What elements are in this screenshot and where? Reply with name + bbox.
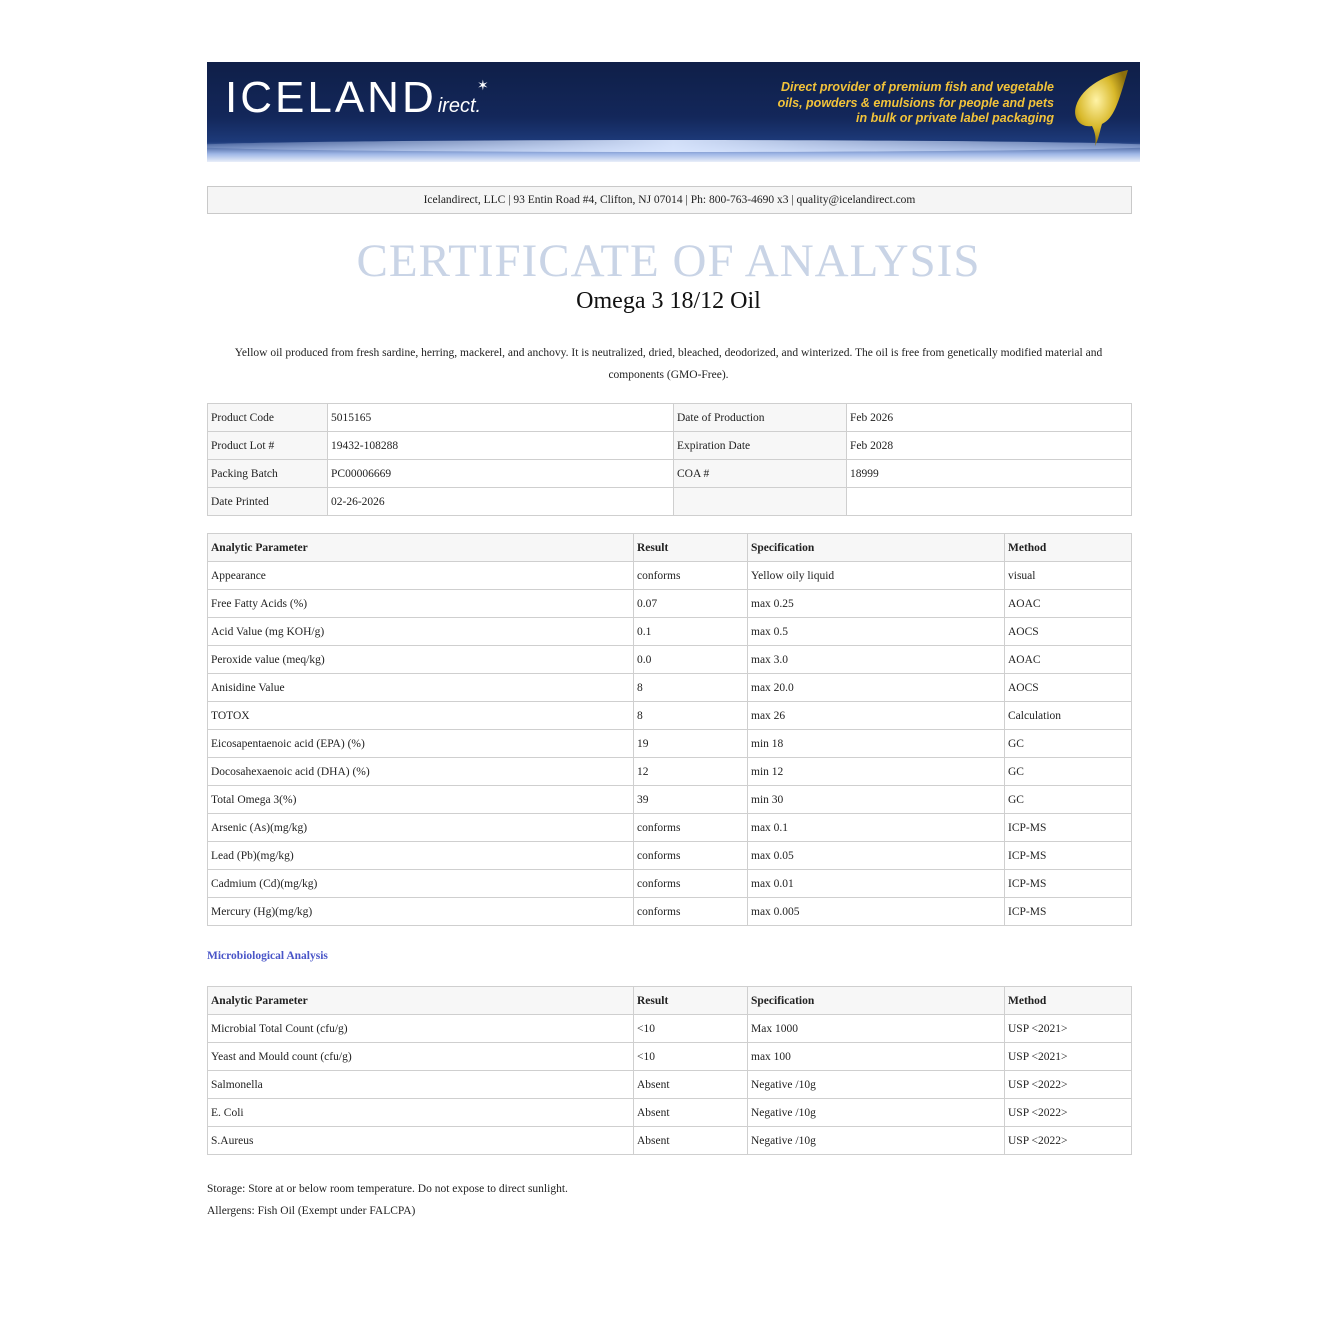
method-cell: ICP-MS — [1005, 898, 1132, 926]
oil-drop-icon — [1068, 68, 1130, 148]
date-printed-value: 02-26-2026 — [328, 488, 674, 516]
parameter-cell: TOTOX — [208, 702, 634, 730]
column-header: Method — [1005, 987, 1132, 1015]
specification-cell: min 18 — [748, 730, 1005, 758]
packing-batch-value: PC00006669 — [328, 460, 674, 488]
date-printed-label: Date Printed — [208, 488, 328, 516]
parameter-cell: Total Omega 3(%) — [208, 786, 634, 814]
product-code-label: Product Code — [208, 404, 328, 432]
method-cell: GC — [1005, 730, 1132, 758]
analytic-parameters-table — [207, 533, 1132, 926]
table-row — [208, 870, 1132, 898]
table-row — [208, 590, 1132, 618]
specification-cell: max 0.005 — [748, 898, 1005, 926]
column-header: Analytic Parameter — [208, 987, 634, 1015]
empty-cell — [847, 488, 1132, 516]
microbiological-table — [207, 986, 1132, 1155]
result-cell: Absent — [634, 1127, 748, 1155]
specification-cell: max 20.0 — [748, 674, 1005, 702]
method-cell: USP <2022> — [1005, 1099, 1132, 1127]
table-row — [208, 842, 1132, 870]
result-cell: conforms — [634, 814, 748, 842]
table-row — [208, 702, 1132, 730]
specification-cell: max 0.25 — [748, 590, 1005, 618]
storage-note: Storage: Store at or below room temperature. Do not expose to direct sunlight. — [207, 1183, 568, 1195]
allergens-note: Allergens: Fish Oil (Exempt under FALCPA) — [207, 1205, 416, 1217]
specification-cell: max 26 — [748, 702, 1005, 730]
result-cell: Absent — [634, 1071, 748, 1099]
footer-notes — [207, 1178, 568, 1222]
method-cell: AOCS — [1005, 618, 1132, 646]
parameter-cell: Acid Value (mg KOH/g) — [208, 618, 634, 646]
empty-cell — [674, 488, 847, 516]
parameter-cell: Arsenic (As)(mg/kg) — [208, 814, 634, 842]
result-cell: 0.0 — [634, 646, 748, 674]
method-cell: USP <2021> — [1005, 1015, 1132, 1043]
result-cell: conforms — [634, 562, 748, 590]
table-row — [208, 460, 1132, 488]
tagline-line-2: oils, powders & emulsions for people and pets — [777, 95, 1054, 110]
parameter-cell: Cadmium (Cd)(mg/kg) — [208, 870, 634, 898]
parameter-cell: Anisidine Value — [208, 674, 634, 702]
specification-cell: Max 1000 — [748, 1015, 1005, 1043]
product-lot-value: 19432-108288 — [328, 432, 674, 460]
table-row — [208, 404, 1132, 432]
column-header: Specification — [748, 534, 1005, 562]
method-cell: AOAC — [1005, 646, 1132, 674]
result-cell: <10 — [634, 1043, 748, 1071]
method-cell: GC — [1005, 758, 1132, 786]
result-cell: 0.07 — [634, 590, 748, 618]
table-row — [208, 1099, 1132, 1127]
parameter-cell: Salmonella — [208, 1071, 634, 1099]
table-row — [208, 1071, 1132, 1099]
specification-cell: Negative /10g — [748, 1071, 1005, 1099]
specification-cell: min 30 — [748, 786, 1005, 814]
expiration-date-value: Feb 2028 — [847, 432, 1132, 460]
method-cell: GC — [1005, 786, 1132, 814]
coa-value: 18999 — [847, 460, 1132, 488]
method-cell: ICP-MS — [1005, 842, 1132, 870]
logo-sub-text: irect. — [437, 95, 482, 117]
specification-cell: Negative /10g — [748, 1099, 1005, 1127]
method-cell: USP <2021> — [1005, 1043, 1132, 1071]
table-row — [208, 674, 1132, 702]
column-header: Result — [634, 534, 748, 562]
table-row — [208, 562, 1132, 590]
parameter-cell: Docosahexaenoic acid (DHA) (%) — [208, 758, 634, 786]
parameter-cell: Yeast and Mould count (cfu/g) — [208, 1043, 634, 1071]
method-cell: AOCS — [1005, 674, 1132, 702]
parameter-cell: E. Coli — [208, 1099, 634, 1127]
parameter-cell: S.Aureus — [208, 1127, 634, 1155]
table-row — [208, 432, 1132, 460]
table-row — [208, 898, 1132, 926]
result-cell: <10 — [634, 1015, 748, 1043]
method-cell: USP <2022> — [1005, 1071, 1132, 1099]
result-cell: conforms — [634, 842, 748, 870]
table-row — [208, 646, 1132, 674]
table-row — [208, 1015, 1132, 1043]
method-cell: USP <2022> — [1005, 1127, 1132, 1155]
company-address-bar: Icelandirect, LLC | 93 Entin Road #4, Clifton, NJ 07014 | Ph: 800-763-4690 x3 | quality@icelandirect.com — [207, 186, 1132, 214]
banner-swoosh — [207, 140, 1140, 152]
column-header: Analytic Parameter — [208, 534, 634, 562]
specification-cell: max 0.01 — [748, 870, 1005, 898]
method-cell: ICP-MS — [1005, 870, 1132, 898]
date-of-production-label: Date of Production — [674, 404, 847, 432]
result-cell: Absent — [634, 1099, 748, 1127]
tagline-line-3: in bulk or private label packaging — [856, 111, 1054, 125]
table-row — [208, 1127, 1132, 1155]
result-cell: 39 — [634, 786, 748, 814]
parameter-cell: Lead (Pb)(mg/kg) — [208, 842, 634, 870]
table-row — [208, 758, 1132, 786]
product-description: Yellow oil produced from fresh sardine, herring, mackerel, and anchovy. It is neutralized, dried, bleached, deodorized, and winterized. The oil is free from genetically modified material and components (GMO-Free). — [234, 347, 1103, 381]
method-cell: ICP-MS — [1005, 814, 1132, 842]
logo-star-icon: ✶ — [477, 77, 492, 93]
banner-tagline — [778, 80, 1054, 127]
expiration-date-label: Expiration Date — [674, 432, 847, 460]
parameter-cell: Peroxide value (meq/kg) — [208, 646, 634, 674]
parameter-cell: Microbial Total Count (cfu/g) — [208, 1015, 634, 1043]
specification-cell: max 3.0 — [748, 646, 1005, 674]
method-cell: Calculation — [1005, 702, 1132, 730]
logo-main-text: ICELAND — [225, 73, 437, 122]
result-cell: 12 — [634, 758, 748, 786]
result-cell: 8 — [634, 702, 748, 730]
column-header: Result — [634, 987, 748, 1015]
result-cell: 19 — [634, 730, 748, 758]
parameter-cell: Eicosapentaenoic acid (EPA) (%) — [208, 730, 634, 758]
product-lot-label: Product Lot # — [208, 432, 328, 460]
result-cell: 0.1 — [634, 618, 748, 646]
table-row — [208, 814, 1132, 842]
parameter-cell: Mercury (Hg)(mg/kg) — [208, 898, 634, 926]
table-header-row — [208, 987, 1132, 1015]
table-row — [208, 786, 1132, 814]
packing-batch-label: Packing Batch — [208, 460, 328, 488]
method-cell: visual — [1005, 562, 1132, 590]
microbiological-section-label: Microbiological Analysis — [207, 950, 328, 962]
table-row — [208, 488, 1132, 516]
table-row — [208, 618, 1132, 646]
specification-cell: Negative /10g — [748, 1127, 1005, 1155]
specification-cell: Yellow oily liquid — [748, 562, 1005, 590]
specification-cell: max 100 — [748, 1043, 1005, 1071]
column-header: Method — [1005, 534, 1132, 562]
coa-label: COA # — [674, 460, 847, 488]
tagline-line-1: Direct provider of premium fish and vegetable — [781, 80, 1054, 94]
method-cell: AOAC — [1005, 590, 1132, 618]
certificate-title: CERTIFICATE OF ANALYSIS — [356, 235, 981, 287]
result-cell: conforms — [634, 870, 748, 898]
table-row — [208, 1043, 1132, 1071]
table-header-row — [208, 534, 1132, 562]
specification-cell: max 0.5 — [748, 618, 1005, 646]
specification-cell: min 12 — [748, 758, 1005, 786]
date-of-production-value: Feb 2026 — [847, 404, 1132, 432]
header-banner — [207, 62, 1140, 162]
company-logo — [225, 73, 492, 122]
table-row — [208, 730, 1132, 758]
product-name: Omega 3 18/12 Oil — [576, 288, 761, 314]
result-cell: conforms — [634, 898, 748, 926]
parameter-cell: Appearance — [208, 562, 634, 590]
specification-cell: max 0.05 — [748, 842, 1005, 870]
product-info-table — [207, 403, 1132, 516]
parameter-cell: Free Fatty Acids (%) — [208, 590, 634, 618]
specification-cell: max 0.1 — [748, 814, 1005, 842]
product-code-value: 5015165 — [328, 404, 674, 432]
result-cell: 8 — [634, 674, 748, 702]
column-header: Specification — [748, 987, 1005, 1015]
